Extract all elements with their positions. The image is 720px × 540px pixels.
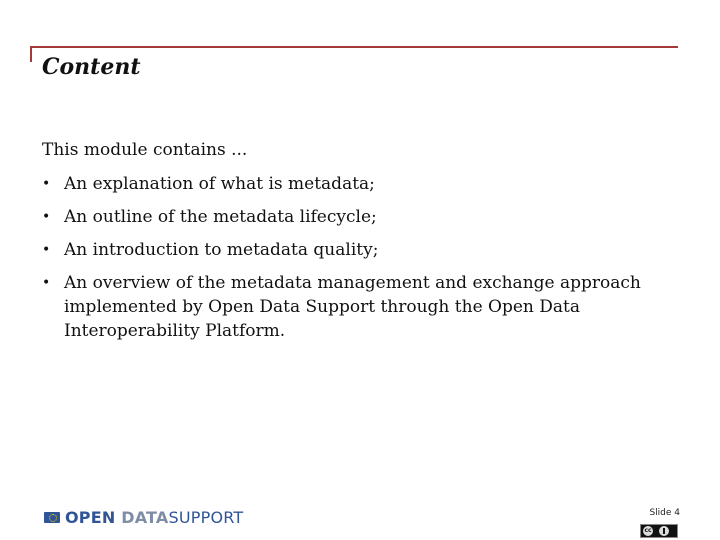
bullet-item: [42, 271, 662, 343]
bullet-item: [42, 172, 662, 196]
logo-word-data: DATA: [121, 507, 169, 527]
creative-commons-by-icon: [640, 524, 678, 538]
slide-title: Content: [42, 54, 141, 80]
cc-icon: cc: [644, 527, 652, 534]
bullet-icon: •: [42, 275, 51, 291]
logo-text: [65, 508, 243, 527]
title-rule-corner: [30, 46, 32, 62]
attribution-icon: [659, 526, 669, 536]
intro-text: This module contains ...: [42, 140, 248, 160]
bullet-item: [42, 238, 662, 262]
logo-word-open: OPEN: [65, 507, 116, 527]
open-data-support-logo: [44, 505, 243, 529]
bullet-text: An outline of the metadata lifecycle;: [64, 207, 377, 227]
bullet-icon: •: [42, 176, 51, 192]
title-rule: [30, 46, 678, 48]
bullet-icon: •: [42, 242, 51, 258]
bullet-text: An overview of the metadata management and exchange approach implemented by Open Data Support through the Open Data Interoperability Platform.: [64, 273, 641, 341]
bullet-list: [42, 172, 662, 352]
bullet-text: An introduction to metadata quality;: [64, 240, 379, 260]
slide-number: Slide 4: [649, 508, 680, 518]
eu-flag-icon: [44, 512, 60, 523]
bullet-icon: •: [42, 209, 51, 225]
logo-word-support: SUPPORT: [168, 507, 244, 527]
bullet-text: An explanation of what is metadata;: [64, 174, 375, 194]
bullet-item: [42, 205, 662, 229]
